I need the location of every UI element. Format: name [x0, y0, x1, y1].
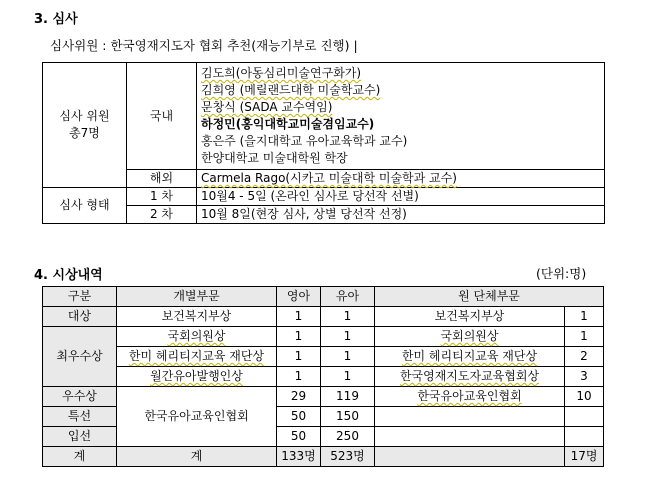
judge-item: 김도희(아동심리미술연구화가) [201, 66, 362, 80]
table-row: 대상 보건복지부상 1 1 보건복지부상 1 [43, 307, 604, 327]
overseas-label: 해외 [127, 170, 197, 188]
round-2-label: 2 차 [127, 206, 197, 224]
judges-table [42, 62, 605, 224]
header-toddler: 유아 [321, 287, 375, 307]
section-4-heading: 4. 시상내역 [34, 268, 103, 283]
format-label: 심사 형태 [43, 188, 127, 224]
unit-label: (단위:명) [536, 266, 587, 281]
judge-item: 한양대학교 미술대학원 학장 [201, 151, 348, 165]
header-infant: 영아 [277, 287, 321, 307]
table-row: 월간유아발행인상 1 1 한국영재지도자교육협회상 3 [43, 367, 604, 387]
table-row: 최우수상 국회의원상 1 1 국회의원상 1 [43, 327, 604, 347]
judge-item: 문창식 (SADA 교수역임) [201, 100, 333, 114]
header-group: 원 단체부문 [375, 287, 604, 307]
overseas-judge: Carmela Rago(시카고 미술대학 미술학과 교수) [197, 170, 605, 188]
header-category: 구분 [43, 287, 117, 307]
table-row: 한미 헤리티지교육 재단상 1 1 한미 헤리티지교육 재단상 2 [43, 347, 604, 367]
domestic-judges-list [197, 63, 605, 170]
judge-item: 하정민(홍익대학교미술겸임교수) [201, 117, 375, 131]
table-row: 우수상 한국유아교육인협회 29 119 한국유아교육인협회 10 [43, 387, 604, 407]
judges-description: 심사위원 : 한국영재지도자 협회 추천(재능기부로 진행) | [50, 38, 358, 53]
domestic-label: 국내 [127, 63, 197, 170]
round-1-desc: 10월4 - 5일 (온라인 심사로 당선작 선별) [197, 188, 605, 206]
round-2-desc: 10월 8일(현장 심사, 상별 당선작 선정) [197, 206, 605, 224]
judge-item: 김희영 (메릴랜드대학 미술학교수) [201, 83, 381, 97]
header-individual: 개별부문 [117, 287, 277, 307]
judges-label: 심사 위원 총7명 [43, 63, 127, 188]
table-header-row [43, 287, 604, 307]
judge-item: 홍은주 (을지대학교 유아교육학과 교수) [201, 134, 408, 148]
round-1-label: 1 차 [127, 188, 197, 206]
awards-table [42, 286, 604, 467]
table-row: 특선 50 150 [43, 407, 604, 427]
table-row: 입선 50 250 [43, 427, 604, 447]
total-row: 계 계 133명 523명 17명 [43, 447, 604, 467]
section-3-heading: 3. 심사 [34, 12, 78, 27]
